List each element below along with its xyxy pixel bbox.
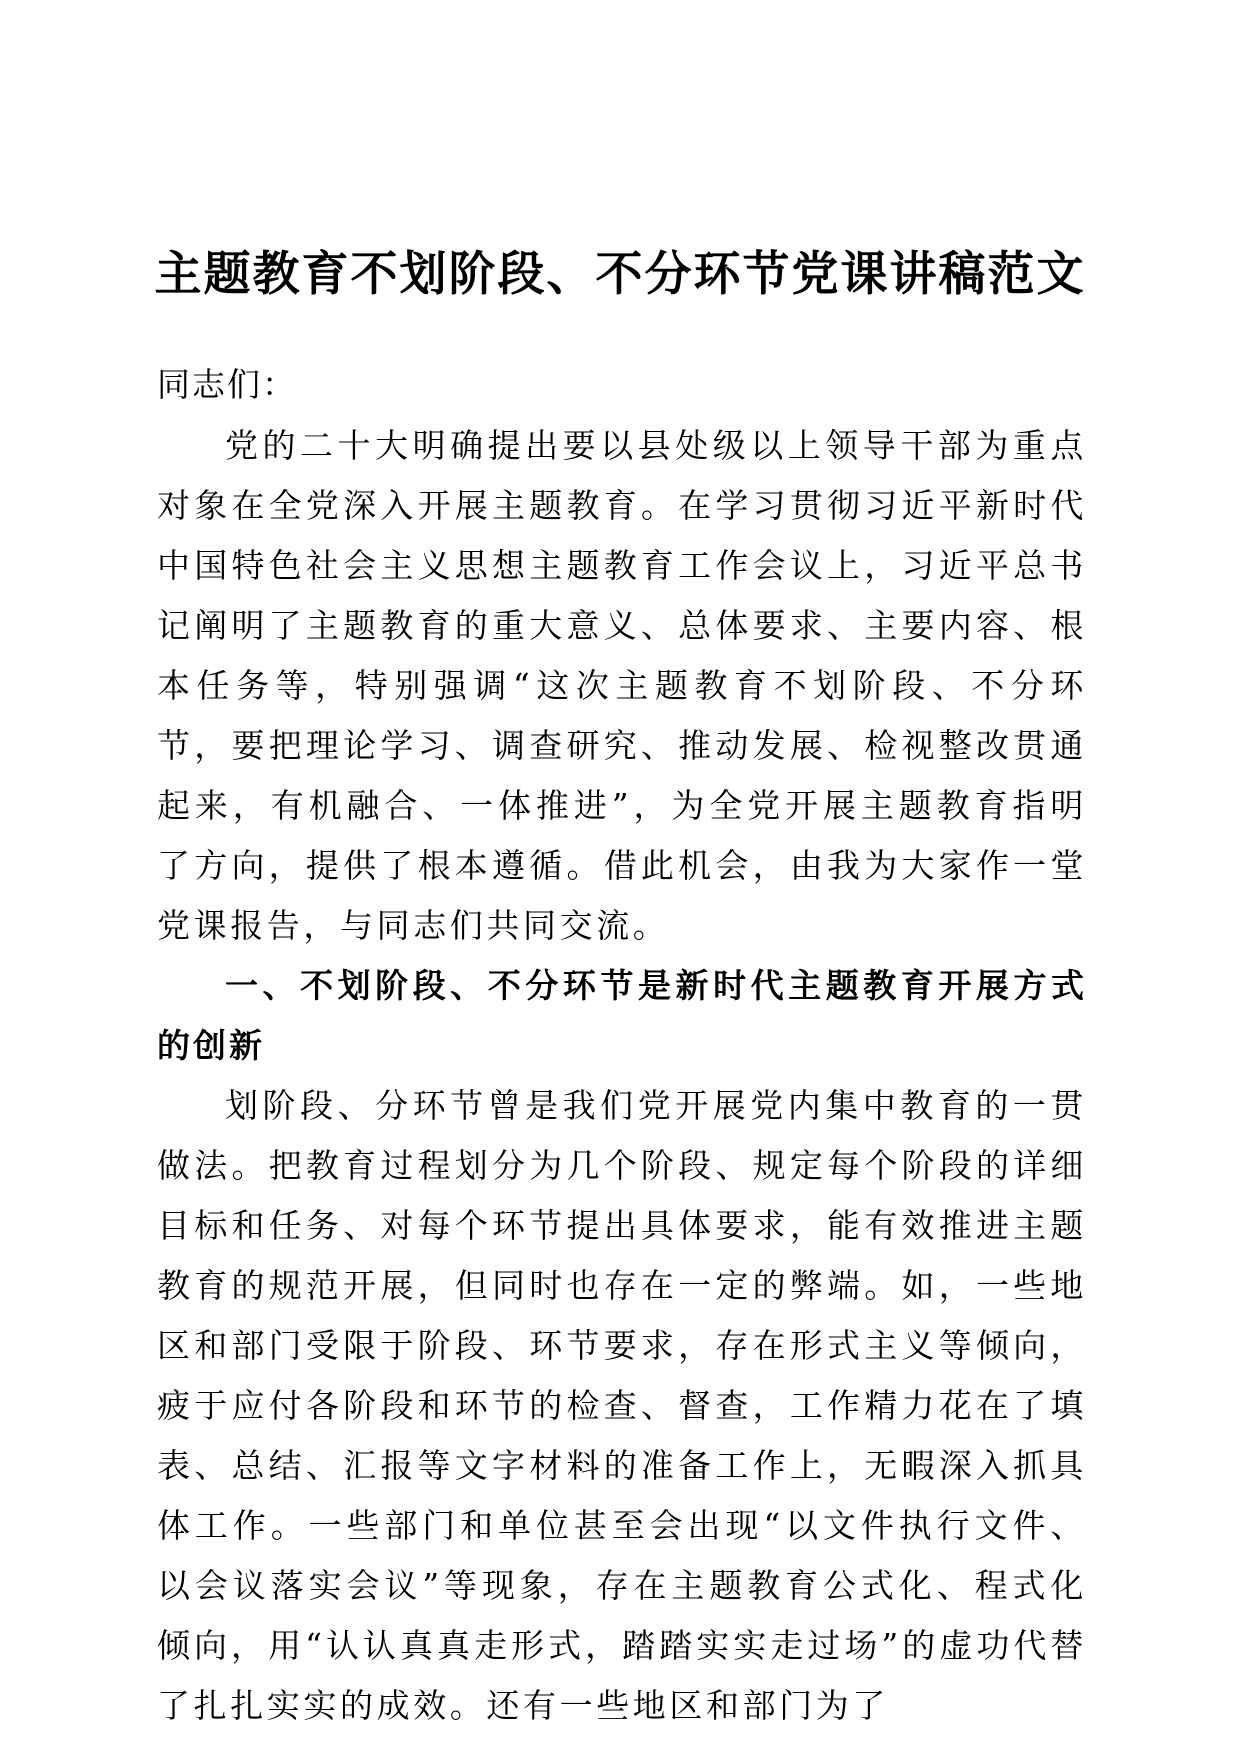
section-paragraph: 划阶段、分环节曾是我们党开展党内集中教育的一贯做法。把教育过程划分为几个阶段、规定每个阶段的详细目标和任务、对每个环节提出具体要求，能有效推进主题教育的规范开展，但同时也存在一定的弊端。如，一些地区和部门受限于阶段、环节要求，存在形式主义等倾向，疲于应付各阶段和环节的检查、督查，工作精力花在了填表、总结、汇报等文字材料的准备工作上，无暇深入抓具体工作。一些部门和单位甚至会出现“以文件执行文件、以会议落实会议”等现象，存在主题教育公式化、程式化倾向，用“认认真真走形式，踏踏实实走过场”的虚功代替了扎扎实实的成效。还有一些地区和部门为了	[157, 1086, 1087, 1725]
salutation: 同志们：	[157, 365, 297, 404]
document-title: 主题教育不划阶段、不分环节党课讲稿范文	[154, 247, 1086, 302]
intro-paragraph: 党的二十大明确提出要以县处级以上领导干部为重点对象在全党深入开展主题教育。在学习贯彻习近平新时代中国特色社会主义思想主题教育工作会议上，习近平总书记阐明了主题教育的重大意义、总体要求、主要内容、根本任务等，特别强调“这次主题教育不划阶段、不分环节，要把理论学习、调查研究、推动发展、检视整改贯通起来，有机融合、一体推进”，为全党开展主题教育指明了方向，提供了根本遵循。借此机会，由我为大家作一堂党课报告，与同志们共同交流。	[157, 426, 1087, 945]
document-body	[157, 358, 1087, 1736]
section-heading: 一、不划阶段、不分环节是新时代主题教育开展方式的创新	[157, 966, 1087, 1065]
